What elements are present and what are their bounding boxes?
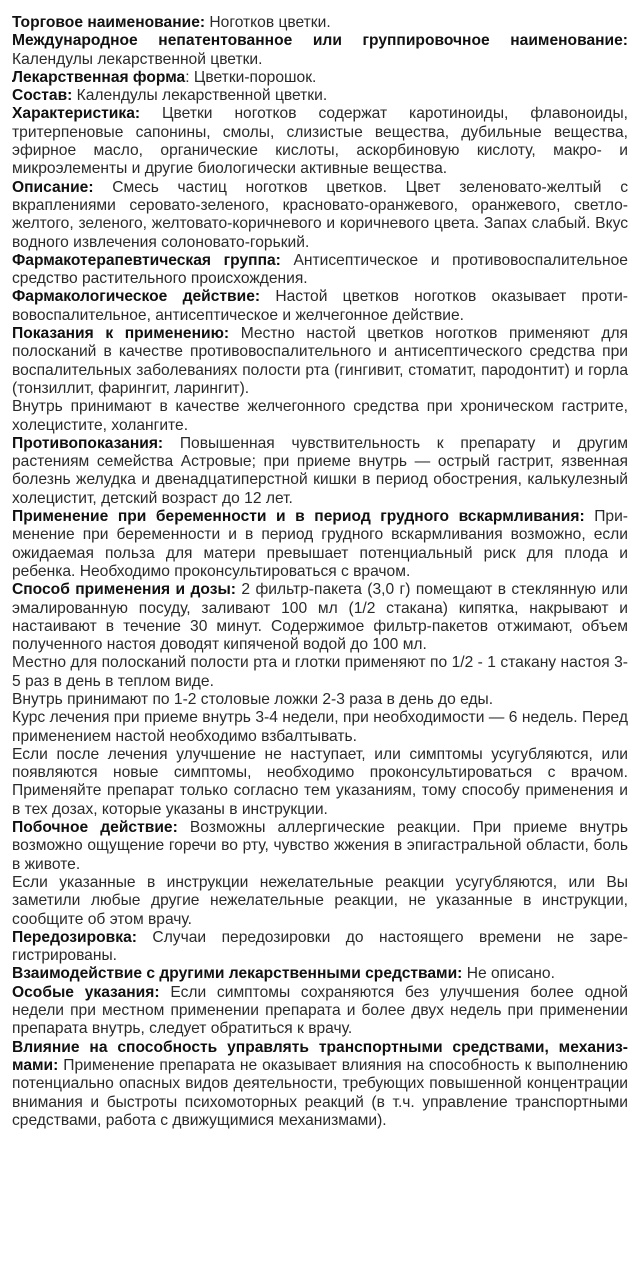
text-pregnancy: Применение при беременности и в период грудного вскармливания возможно, если ожидаемая польза для матери превышает потенциальный риск для плода и ребенка. Необходимо проконсультироваться с врачом. xyxy=(12,508,628,580)
paragraph-dosage-internal xyxy=(12,691,628,709)
text-driving: Применение препарата не оказывает влияния на способность к выполнению потенциально опасных видов деятельности, требующих повышенной концентрации внимания и быстроты психомоторных реакций (в т.ч. управление транспортными средствами, работа с движущимися механизмами). xyxy=(12,1056,628,1129)
paragraph-characteristics xyxy=(12,105,628,178)
text-dosage: 2 фильтр-пакета (3,0 г) помещают в стеклянную или эмалированную посуду, заливают 100 мл (1/2 стакана) кипятка, накрывают и настаивают в течение 30 минут. Содержимое фильтр-пакетов отжимают, объем полученного настоя доводят кипяченой водой до 100 мл. xyxy=(12,581,629,654)
label-pregnancy: Применение при беременности и в период грудного вскармливания: xyxy=(12,508,585,526)
text-description: Смесь частиц ноготков цветков. Цвет зеленовато-желтый с вкраплениями серовато-зеленого, красновато-оранжевого, оранжевого, светло-желтого, зеленого, желтовато-коричневого и коричневого цвета. Запах слабый. Вкус водного извлечения солоновато-горький. xyxy=(12,178,628,251)
text-indications: Местно настой цветков ноготков применяют для полосканий в качестве противовоспалительного и антисептического средства при воспалительных заболеваниях полости рта (гингивит, стоматит, пародонтит) и горла (тонзиллит, фарингит, ларингит). xyxy=(12,325,628,397)
paragraph-special-instructions xyxy=(12,984,628,1039)
text-dosage-gargle: Местно для полосканий полости рта и глотки применяют по 1/2 - 1 стакану настоя 3-5 раз в день в теплом виде. xyxy=(12,654,628,690)
paragraph-description xyxy=(12,179,628,252)
label-trade-name: Торговое наименование: xyxy=(12,14,206,31)
label-description: Описание: xyxy=(12,178,94,196)
text-interactions: Не описано. xyxy=(462,965,555,983)
text-contraindications: Повышенная чувствительность к препарату и другим растениям семейства Астровые; при приеме внутрь — острый гастрит, язвенная болезнь желудка и двенадцатиперстной кишки в период обострения, калькулезный холецистит, детский возраст до 12 лет. xyxy=(12,434,628,507)
label-dosage: Способ применения и дозы: xyxy=(12,581,236,599)
paragraph-overdose xyxy=(12,929,628,966)
paragraph-side-effects xyxy=(12,819,628,874)
label-pharmacotherapeutic-group: Фармакотерапевтическая группа: xyxy=(12,251,281,269)
text-special-instructions: Если симптомы сохраняются без улучшения более одной недели при местном применении препарата и более двух недель при применении препарата внутрь, следует обратиться к врачу. xyxy=(12,983,628,1038)
text-pharmacotherapeutic-group: Антисептическое и противовоспалительное средство растительного происхождения. xyxy=(12,251,628,288)
text-course: Курс лечения при приеме внутрь 3-4 недели, при необходимости — 6 недель. Перед применением настой необходимо взбалтывать. xyxy=(12,709,628,745)
label-special-instructions: Особые указания: xyxy=(12,983,160,1001)
text-dosage-internal: Внутрь принимают по 1-2 столовые ложки 2-3 раза в день до еды. xyxy=(12,690,494,708)
label-pharmacological-action: Фармакологическое действие: xyxy=(12,288,261,306)
text-side-effects: Возможны аллергические реакции. При приеме внутрь возможно ощущение горечи во рту, чувство жжения в эпигастральной области, боль в животе. xyxy=(12,819,628,873)
paragraph-dosage-gargle xyxy=(12,654,628,691)
label-dosage-form: Лекарственная форма xyxy=(12,68,186,86)
paragraph-contraindications xyxy=(12,435,628,508)
instruction-document xyxy=(12,14,628,1130)
text-indications-internal: Внутрь принимают в качестве желчегонного средства при хроническом гастрите, холецистите, холангите. xyxy=(12,398,628,434)
paragraph-indications-internal xyxy=(12,398,628,435)
paragraph-side-effects-report xyxy=(12,874,628,929)
text-pharmacological-action: Настой цветков ноготков оказывает противовоспалительное, антисептическое и желчегонное действие. xyxy=(12,288,628,324)
text-dosage-form: : Цветки-порошок. xyxy=(185,68,317,86)
text-overdose: Случаи передозировки до настоящего времени не зарегистрированы. xyxy=(12,928,628,965)
text-consult: Если после лечения улучшение не наступает, или симптомы усугубляются, или появляются новые симптомы, необходимо проконсультироваться с врачом. Применяйте препарат только согласно тем указаниям, тому способу применения и в тех дозах, которые указаны в инструкции. xyxy=(12,745,628,818)
paragraph-indications xyxy=(12,325,628,398)
text-side-effects-report: Если указанные в инструкции нежелательные реакции усугубляются, или Вы заметили любые другие нежелательные реакции, не указанные в инструкции, сообщите об этом врачу. xyxy=(12,873,628,928)
paragraph-composition xyxy=(12,87,628,105)
label-characteristics: Характеристика: xyxy=(12,105,141,123)
paragraph-pharmacotherapeutic-group xyxy=(12,252,628,289)
paragraph-trade-name xyxy=(12,14,628,32)
paragraph-inn xyxy=(12,32,628,69)
label-inn: Международное непатентованное или группировочное наименование: xyxy=(12,32,628,50)
paragraph-driving xyxy=(12,1039,628,1130)
label-side-effects: Побочное действие: xyxy=(12,819,178,837)
paragraph-course xyxy=(12,709,628,746)
paragraph-pharmacological-action xyxy=(12,288,628,325)
text-composition: Календулы лекарственной цветки. xyxy=(72,87,328,105)
paragraph-dosage xyxy=(12,581,628,654)
label-driving: Влияние на способность управлять транспортными средствами, механизмами: xyxy=(12,1038,628,1074)
label-composition: Состав: xyxy=(12,87,73,105)
label-interactions: Взаимодействие с другими лекарственными средствами: xyxy=(12,965,463,983)
label-indications: Показания к применению: xyxy=(12,325,230,343)
paragraph-consult xyxy=(12,746,628,819)
paragraph-pregnancy xyxy=(12,508,628,581)
paragraph-interactions xyxy=(12,965,628,983)
text-trade-name: Ноготков цветки. xyxy=(205,14,331,31)
label-overdose: Передозировка: xyxy=(12,928,137,946)
text-inn: Календулы лекарственной цветки. xyxy=(12,50,263,68)
text-characteristics: Цветки ноготков содержат каротиноиды, флавоноиды, тритерпеновые сапонины, смолы, слизистые вещества, дубильные вещества, эфирное масло, органические кислоты, аскорбиновую кислоту, макро- и микроэлементы и другие биологически активные вещества. xyxy=(12,105,628,178)
paragraph-dosage-form xyxy=(12,69,628,87)
label-contraindications: Противопоказания: xyxy=(12,434,164,452)
